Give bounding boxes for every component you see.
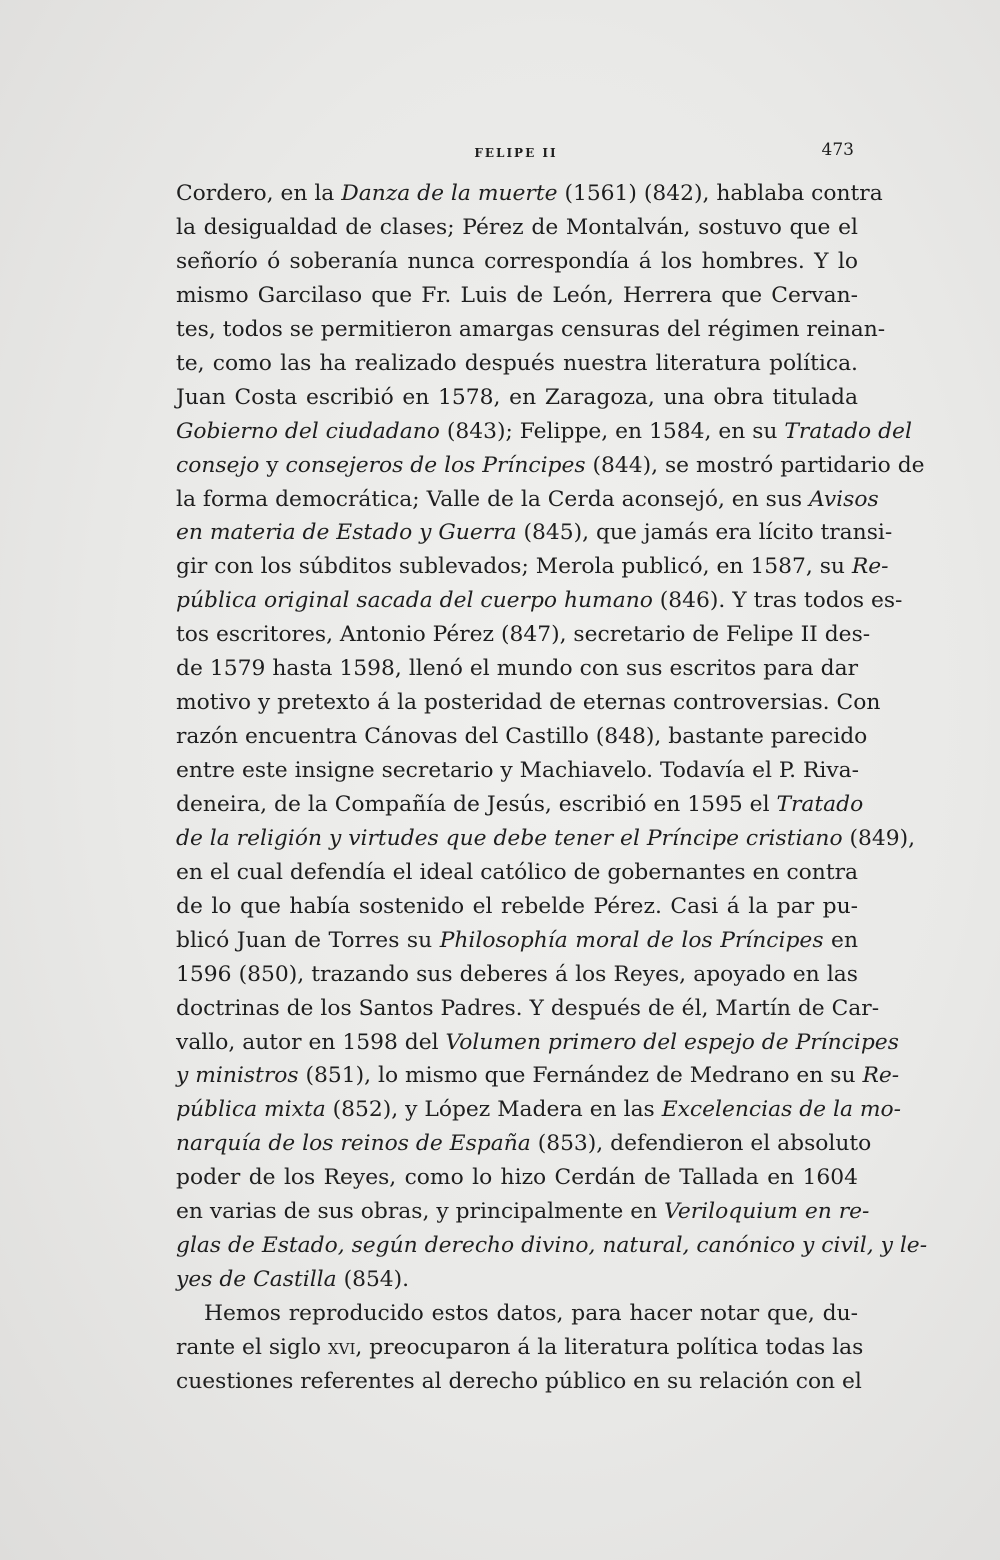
text-line bbox=[176, 856, 858, 890]
italic-title-text: pública original sacada del cuerpo humano bbox=[176, 588, 653, 614]
italic-title-text: Philosophía moral de los Príncipes bbox=[439, 927, 824, 953]
text-segment: gir con los súbditos sublevados; Merola publicó, en 1587, su bbox=[176, 554, 852, 580]
text-segment: Cordero, en la bbox=[176, 181, 342, 206]
text-segment: (851), lo mismo que Fernández de Medrano en su bbox=[298, 1063, 863, 1089]
text-segment: tos escritores, Antonio Pérez (847), secretario de Felipe II des- bbox=[176, 622, 871, 648]
text-line bbox=[176, 958, 858, 992]
text-line bbox=[176, 1195, 870, 1229]
italic-title-text: de la religión y virtudes que debe tener el Príncipe cristiano bbox=[176, 825, 843, 851]
italic-title-text: narquía de los reinos de España bbox=[176, 1131, 531, 1157]
text-line bbox=[176, 890, 858, 924]
text-segment: (843); Felippe, en 1584, en su bbox=[439, 418, 785, 444]
text-line bbox=[176, 1297, 858, 1331]
italic-title-text: Re- bbox=[851, 554, 889, 580]
text-line bbox=[176, 1059, 900, 1093]
page-number: 473 bbox=[821, 140, 854, 160]
text-line bbox=[176, 313, 886, 347]
text-line bbox=[176, 652, 858, 686]
text-segment: xvi bbox=[327, 1334, 356, 1360]
text-segment: cuestiones referentes al derecho público en su relación con el bbox=[176, 1368, 862, 1394]
italic-title-text: Tratado bbox=[776, 791, 864, 817]
text-segment: blicó Juan de Torres su bbox=[176, 927, 440, 953]
text-segment: (854). bbox=[336, 1267, 410, 1293]
text-segment: (849), bbox=[842, 825, 916, 851]
italic-title-text: Re- bbox=[862, 1063, 900, 1089]
text-segment: Juan Costa escribió en 1578, en Zaragoza, una obra titulada bbox=[176, 384, 858, 410]
text-segment: motivo y pretexto á la posteridad de eternas controversias. Con bbox=[176, 690, 881, 716]
text-line bbox=[176, 516, 893, 550]
text-line bbox=[176, 584, 903, 618]
text-line bbox=[176, 1093, 902, 1127]
text-segment: de lo que había sostenido el rebelde Pérez. Casi á la par pu- bbox=[176, 893, 858, 919]
italic-title-text: Avisos bbox=[809, 486, 879, 512]
italic-title-text: Gobierno del ciudadano bbox=[176, 418, 440, 444]
text-line bbox=[176, 788, 864, 822]
italic-title-text: Danza de la muerte bbox=[341, 181, 558, 206]
text-line bbox=[176, 1331, 864, 1365]
text-segment: 1596 (850), trazando sus deberes á los Reyes, apoyado en las bbox=[176, 961, 858, 987]
text-line bbox=[176, 449, 925, 483]
running-title: FELIPE II bbox=[474, 146, 558, 160]
text-line bbox=[176, 176, 883, 211]
text-line bbox=[176, 720, 868, 754]
italic-title-text: Veriloquium en re- bbox=[664, 1199, 870, 1225]
text-line bbox=[176, 924, 858, 958]
text-line bbox=[176, 415, 912, 449]
text-line bbox=[176, 754, 858, 788]
italic-title-text: yes de Castilla bbox=[176, 1267, 337, 1293]
text-segment: , preocuparon á la literatura política todas las bbox=[355, 1334, 864, 1360]
text-segment: te, como las ha realizado después nuestra literatura política. bbox=[176, 350, 858, 376]
text-segment: (852), y López Madera en las bbox=[325, 1097, 662, 1123]
text-line bbox=[176, 822, 916, 856]
text-segment: la forma democrática; Valle de la Cerda aconsejó, en sus bbox=[176, 486, 810, 512]
text-segment: entre este insigne secretario y Machiavelo. Todavía el P. Riva- bbox=[176, 758, 860, 783]
text-segment: mismo Garcilaso que Fr. Luis de León, Herrera que Cervan- bbox=[176, 282, 858, 308]
italic-title-text: en materia de Estado y Guerra bbox=[176, 520, 517, 546]
text-segment: tes, todos se permitieron amargas censuras del régimen reinan- bbox=[176, 316, 886, 342]
italic-title-text: consejeros de los Príncipes bbox=[285, 452, 586, 478]
italic-title-text: Tratado del bbox=[784, 418, 912, 444]
text-line bbox=[176, 245, 858, 279]
text-segment: en el cual defendía el ideal católico de gobernantes en contra bbox=[176, 859, 858, 885]
italic-title-text: glas de Estado, según derecho divino, natural, canónico y civil, y le- bbox=[176, 1233, 928, 1259]
text-segment: y bbox=[259, 452, 286, 478]
text-line bbox=[176, 1365, 862, 1399]
text-segment: (845), que jamás era lícito transi- bbox=[516, 520, 893, 546]
text-segment: (846). Y tras todos es- bbox=[652, 588, 903, 614]
text-line bbox=[176, 550, 889, 584]
text-line bbox=[176, 1161, 858, 1195]
text-segment: rante el siglo bbox=[176, 1334, 328, 1360]
text-line bbox=[176, 1127, 872, 1161]
text-line bbox=[176, 381, 858, 415]
text-line bbox=[176, 211, 858, 245]
text-line bbox=[176, 686, 881, 720]
text-segment: vallo, autor en 1598 del bbox=[176, 1029, 446, 1055]
text-line bbox=[176, 483, 879, 517]
text-segment: la desigualdad de clases; Pérez de Montalván, sostuvo que el bbox=[176, 215, 858, 240]
text-line bbox=[176, 1026, 899, 1060]
text-line bbox=[176, 992, 880, 1026]
body-text bbox=[176, 176, 928, 1399]
page-header bbox=[176, 140, 856, 166]
text-segment: (1561) (842), hablaba contra bbox=[557, 181, 883, 206]
text-line bbox=[176, 279, 858, 313]
text-segment: (844), se mostró partidario de bbox=[585, 452, 925, 478]
italic-title-text: pública mixta bbox=[176, 1097, 326, 1123]
text-line bbox=[176, 1263, 858, 1297]
text-segment: doctrinas de los Santos Padres. Y después de él, Martín de Car- bbox=[176, 995, 880, 1021]
text-segment: Hemos reproducido estos datos, para hacer notar que, du- bbox=[204, 1301, 858, 1326]
text-line bbox=[176, 1229, 928, 1263]
text-segment: deneira, de la Compañía de Jesús, escribió en 1595 el bbox=[176, 791, 777, 817]
text-segment: poder de los Reyes, como lo hizo Cerdán de Tallada en 1604 bbox=[176, 1165, 858, 1191]
text-segment: en varias de sus obras, y principalmente en bbox=[176, 1199, 665, 1225]
italic-title-text: consejo bbox=[176, 452, 260, 478]
text-segment: en bbox=[823, 927, 858, 953]
italic-title-text: y ministros bbox=[176, 1063, 299, 1089]
text-line bbox=[176, 347, 858, 381]
text-segment: (853), defendieron el absoluto bbox=[530, 1131, 872, 1157]
italic-title-text: Volumen primero del espejo de Príncipes bbox=[445, 1029, 899, 1055]
text-segment: señorío ó soberanía nunca correspondía á los hombres. Y lo bbox=[176, 248, 858, 274]
italic-title-text: Excelencias de la mo- bbox=[661, 1097, 902, 1123]
text-line bbox=[176, 618, 871, 652]
text-segment: razón encuentra Cánovas del Castillo (848), bastante parecido bbox=[176, 724, 868, 750]
text-segment: de 1579 hasta 1598, llenó el mundo con sus escritos para dar bbox=[176, 656, 858, 682]
